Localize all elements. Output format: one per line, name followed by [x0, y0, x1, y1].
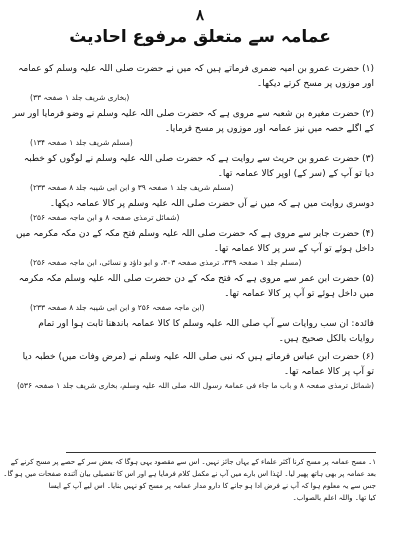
hadith-text-line: دوسری روایت میں ہے کہ میں نے آں حضرت صلی اللہ علیہ وسلم پر کالا عمامہ دیکھا۔	[49, 199, 374, 209]
hadith-text-line: (۱) حضرت عمرو بن امیہ ضمری فرماتے ہیں کہ میں نے حضرت صلی اللہ علیہ وسلم کو عمامہ	[18, 64, 374, 74]
hadith-paragraph	[23, 152, 374, 194]
hadith-reference: (مسلم جلد ۱ صفحہ ۳۳۹، ترمذی صفحہ ۳۰۳، و ابو داؤد و نسائی، ابن ماجہ صفحہ ۲۵۶)	[30, 258, 302, 267]
hadith-reference: (بخاری شریف جلد ۱ صفحہ ۳۳)	[30, 93, 130, 102]
hadith-list	[12, 62, 374, 395]
footnote-line: ۱۔ مسح عمامہ پر مسح کرنا آکثر علماء کے یہاں جائز نہیں۔ اس سے مقصود یہی ہوگا کہ بعض سر کے حصے پر مسح کرنے کے	[10, 458, 376, 466]
hadith-paragraph	[30, 317, 374, 347]
hadith-text-line: اور موزوں پر مسح کرتے دیکھا۔	[256, 79, 374, 89]
hadith-text-line: دیا تو آپ کے (سر کے) اوپر کالا عمامہ تھا۔	[217, 169, 374, 179]
hadith-text-line: داخل ہوئے تو آپ کے سر پر کالا عمامہ تھا۔	[213, 244, 374, 254]
hadith-text-line: میں داخل ہوئے تو آپ پر کالا عمامہ تھا۔	[224, 289, 374, 299]
hadith-text-line: روایات بالکل صحیح ہیں۔	[278, 334, 374, 344]
hadith-reference: (شمائل ترمذی صفحہ ۸ و باب ما جاء فی عمامۃ رسول اللہ صلی اللہ علیہ وسلم، بخاری شریف جلد ۱ صفحہ ۵۳۶)	[16, 381, 374, 390]
hadith-text-line: کے اگلے حصہ میں نیز عمامہ اور موزوں پر مسح فرمایا۔	[164, 124, 374, 134]
hadith-reference: (مسلم شریف جلد ۱ صفحہ ۱۳۴)	[30, 138, 133, 147]
hadith-text-line: (۶) حضرت ابن عباس فرماتے ہیں کہ نبی صلی اللہ علیہ وسلم نے (مرض وفات میں) خطبہ دیا	[22, 352, 374, 362]
hadith-text-line: (۲) حضرت مغیرہ بن شعبہ سے مروی ہے کہ حضرت صلی اللہ علیہ وسلم نے وضو فرمایا اور سر	[12, 109, 374, 119]
footnote-line: جس سے یہ معلوم ہوا کہ آپ نے فرض ادا ہو جانے کا دارو مدار عمامہ پر مسح کو نہیں بنایا۔ اس لیے آپ کے ایسا	[48, 482, 376, 490]
footnotes	[3, 456, 376, 504]
hadith-reference: (مسلم شریف جلد ۱ صفحہ ۳۹ و ابن ابی شیبہ جلد ۸ صفحہ ۲۳۳)	[30, 183, 234, 192]
footnote-line: بعد عمامہ پر بھی ہاتھ پھیر لیا۔ لہٰذا اس بارے میں آپ نے مکمل کلام فرمایا ہے اور اس کا تفصیلی بیان آئندہ صفحات میں ہو گا۔	[3, 470, 376, 478]
hadith-paragraph	[18, 62, 374, 104]
footnote-line: کیا تھا۔ واللہ اعلم بالصواب۔	[292, 494, 376, 502]
hadith-paragraph	[30, 197, 374, 224]
footnote-divider	[66, 452, 376, 453]
hadith-text-line: (۵) حضرت ابن عمر سے مروی ہے کہ فتح مکہ کے دن حضرت صلی اللہ علیہ وسلم مکہ مکرمہ	[18, 274, 374, 284]
hadith-text-line: فائدہ: ان سب روایات سے آپ صلی اللہ علیہ وسلم کا کالا عمامہ باندھنا ثابت ہوا اور تمام	[38, 319, 374, 329]
hadith-paragraph	[16, 350, 374, 392]
hadith-reference: (ابن ماجہ صفحہ ۲۵۶ و ابن ابی شیبہ جلد ۸ صفحہ ۲۳۳)	[30, 303, 205, 312]
hadith-reference: (شمائل ترمذی صفحہ ۸ و ابن ماجہ صفحہ ۲۵۶)	[30, 213, 180, 222]
hadith-text-line: تو آپ پر کالا عمامہ تھا۔	[283, 367, 374, 377]
hadith-paragraph	[15, 227, 374, 269]
hadith-paragraph	[18, 272, 374, 314]
page-title: عمامہ سے متعلق مرفوع احادیث	[69, 27, 331, 47]
page-number: ۸	[195, 6, 205, 24]
hadith-text-line: (۳) حضرت عمرو بن حریث سے روایت ہے کہ حضرت صلی اللہ علیہ وسلم نے لوگوں کو خطبہ	[23, 154, 374, 164]
hadith-paragraph	[12, 107, 374, 149]
hadith-text-line: (۴) حضرت جابر سے مروی ہے کہ حضرت صلی اللہ علیہ وسلم فتح مکہ کے دن مکہ مکرمہ میں	[15, 229, 374, 239]
